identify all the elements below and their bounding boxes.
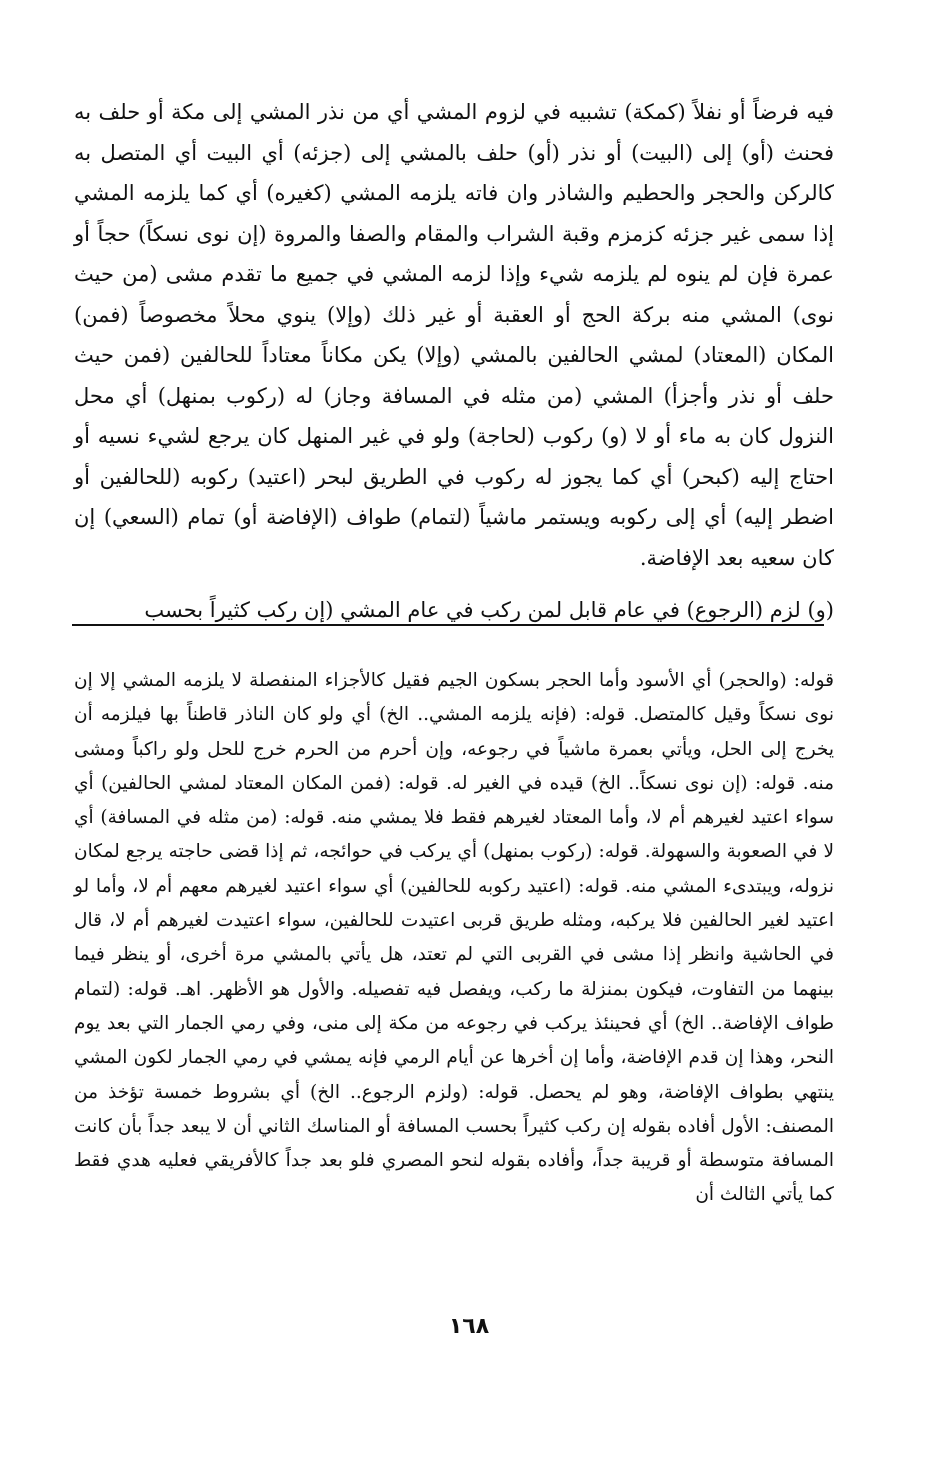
main-paragraph-2: (و) لزم (الرجوع) في عام قابل لمن ركب في عام المشي (إن ركب كثيراً بحسب [144,598,834,622]
main-paragraph-1: فيه فرضاً أو نفلاً (كمكة) تشبيه في لزوم المشي أي من نذر المشي إلى مكة أو حلف به فحنث (أو) إلى (البيت) أو نذر (أو) حلف بالمشي إلى (جزئه) أي البيت أي المتصل به كالركن والحجر والحطيم والشاذر وان فاته يلزمه المشي (كغيره) أي كما يلزمه المشي إذا سمى غير جزئه كزمزم وقبة الشراب والمقام والصفا والمروة (إن نوى نسكاً) حجاً أو عمرة فإن لم ينوه لم يلزمه شيء وإذا لزمه المشي في جميع ما تقدم مشى (من حيث نوى) المشي منه بركة الحج أو العقبة أو غير ذلك (وإلا) ينوي محلاً مخصوصاً (فمن) المكان (المعتاد) لمشي الحالفين بالمشي (وإلا) يكن مكاناً معتاداً للحالفين (فمن حيث حلف أو نذر وأجزأ) المشي (من مثله في المسافة وجاز) له (ركوب بمنهل) أي محل النزول كان به ماء أو لا (و) ركوب (لحاجة) ولو في غير المنهل كان يرجع لشيء نسيه أو احتاج إليه (كبحر) أي كما يجوز له ركوب في الطريق لبحر (اعتيد) ركوبه (للحالفين أو اضطر إليه) أي إلى ركوبه ويستمر ماشياً (لتمام) طواف (الإفاضة أو) تمام (السعي) إن كان سعيه بعد الإفاضة. [74,100,834,570]
footnotes-block [74,664,834,1213]
main-text-block [74,92,834,631]
footnote-separator-line [72,624,824,626]
page-number: ١٦٨ [448,1314,490,1339]
footnote-paragraph: قوله: (والحجر) أي الأسود وأما الحجر بسكون الجيم فقيل كالأجزاء المنفصلة لا يلزمه المشي إلا إن نوى نسكاً وقيل كالمتصل. قوله: (فإنه يلزمه المشي.. الخ) أي ولو كان الناذر قاطناً بها فيلزمه أن يخرج إلى الحل، ويأتي بعمرة ماشياً في رجوعه، وإن أحرم من الحرم خرج للحل ولو راكباً ومشى منه. قوله: (إن نوى نسكاً.. الخ) قيده في الغير له. قوله: (فمن المكان المعتاد لمشي الحالفين) أي سواء اعتيد لغيرهم أم لا، وأما المعتاد لغيرهم فقط فلا يمشي منه. قوله: (من مثله في المسافة) أي لا في الصعوبة والسهولة. قوله: (ركوب بمنهل) أي يركب في حوائجه، ثم إذا قضى حاجته يرجع لمكان نزوله، ويبتدىء المشي منه. قوله: (اعتيد ركوبه للحالفين) أي سواء اعتيد لغيرهم معهم أم لا، وأما لو اعتيد لغير الحالفين فلا يركبه، ومثله طريق قربى اعتيدت للحالفين، سواء اعتيدت لغيرهم أم لا، قال في الحاشية وانظر إذا مشى في القربى التي لم تعتد، هل يأتي بالمشي مرة أخرى، أو ينظر فيما بينهما من التفاوت، فيكون بمنزلة ما ركب، ويفصل فيه تفصيله. والأول هو الأظهر. اهـ. قوله: (لتمام طواف الإفاضة.. الخ) أي فحينئذ يركب في رجوعه من مكة إلى منى، وفي رمي الجمار التي بعد يوم النحر، وهذا إن قدم الإفاضة، وأما إن أخرها عن أيام الرمي فإنه يمشي في رمي الجمار لكون المشي ينتهي بطواف الإفاضة، وهو لم يحصل. قوله: (ولزم الرجوع.. الخ) أي بشروط خمسة تؤخذ من المصنف: الأول أفاده بقوله إن ركب كثيراً بحسب المسافة أو المناسك الثاني أن لا يبعد جداً بأن كانت المسافة متوسطة أو قريبة جداً، وأفاده بقوله لنحو المصري فلو بعد جداً كالأفريقي فعليه هدي فقط كما يأتي الثالث أن [74,670,834,1206]
